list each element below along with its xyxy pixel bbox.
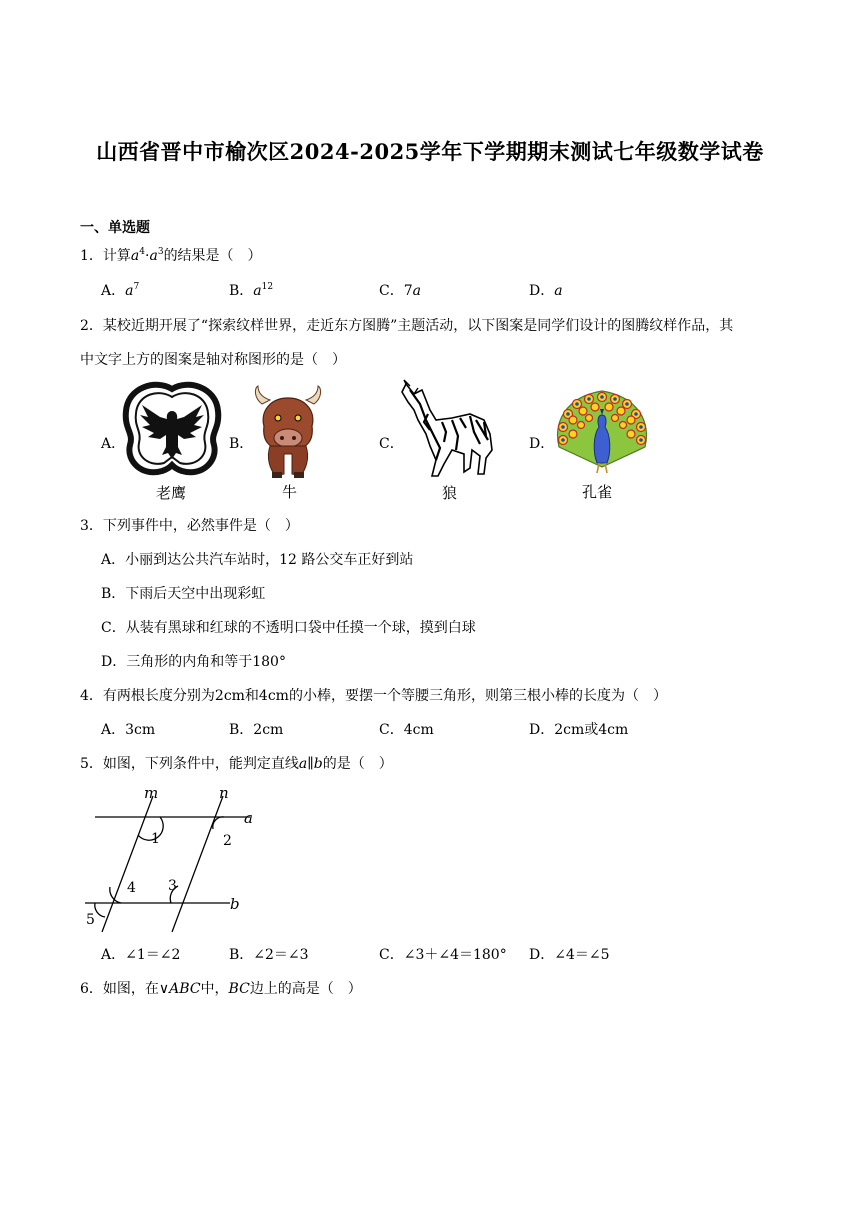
question-5-option-a[interactable]: A．∠1＝∠2	[101, 947, 181, 963]
question-6-stem: 6．如图，在∨ABC中，BC边上的高是（ ）	[80, 981, 362, 997]
question-4-option-b[interactable]: B．2cm	[229, 722, 284, 738]
eagle-emblem-icon	[122, 383, 222, 479]
wolf-icon	[400, 380, 496, 480]
question-1-option-a[interactable]: A．$a^7$	[101, 282, 140, 299]
peacock-icon	[555, 387, 649, 477]
caption-peacock: 孔雀	[582, 483, 613, 501]
question-1-stem: 1．计算$a^4\cdot a^3$的结果是（ ）	[80, 247, 262, 264]
page-title: 山西省晋中市榆次区2024-2025学年下学期期末测试七年级数学试卷	[96, 139, 764, 164]
label-a: a	[244, 809, 253, 827]
label-b: b	[230, 895, 240, 913]
question-4-stem: 4．有两根长度分别为2cm和4cm的小棒，要摆一个等腰三角形，则第三根小棒的长度为（ ）	[80, 688, 667, 704]
question-3-option-b[interactable]: B．下雨后天空中出现彩虹	[101, 586, 266, 602]
question-4-option-d[interactable]: D．2cm或4cm	[529, 722, 629, 738]
label-angle-5: 5	[86, 912, 95, 928]
question-2-stem-line-2: 中文字上方的图案是轴对称图形的是（ ）	[80, 352, 346, 368]
question-3-stem: 3．下列事件中，必然事件是（ ）	[80, 518, 299, 534]
question-2-option-a-label[interactable]: A．	[101, 436, 126, 452]
question-2-option-d-label[interactable]: D．	[529, 436, 555, 452]
question-1-option-d[interactable]: D．a	[529, 283, 563, 299]
question-5-option-b[interactable]: B．∠2＝∠3	[229, 947, 309, 963]
question-1-option-c[interactable]: C．7a	[379, 283, 421, 299]
label-angle-4: 4	[127, 880, 136, 896]
label-angle-2: 2	[223, 833, 232, 849]
parallel-lines-figure	[80, 782, 260, 942]
label-angle-1: 1	[151, 831, 160, 847]
question-2-stem-line-1: 2．某校近期开展了“探索纹样世界，走近东方图腾”主题活动，以下图案是同学们设计的图腾纹样作品，其	[80, 318, 734, 334]
section-heading: 一、单选题	[80, 220, 150, 236]
label-n: n	[219, 784, 229, 802]
question-4-option-c[interactable]: C．4cm	[379, 722, 434, 738]
question-3-option-d[interactable]: D．三角形的内角和等于180°	[101, 654, 286, 670]
question-1-option-b[interactable]: B．$a^{12}$	[229, 282, 274, 299]
angle-5-arc	[95, 903, 105, 917]
label-angle-3: 3	[168, 878, 177, 894]
question-4-option-a[interactable]: A．3cm	[101, 722, 156, 738]
question-3-option-a[interactable]: A．小丽到达公共汽车站时，12 路公交车正好到站	[101, 552, 414, 568]
question-3-option-c[interactable]: C．从装有黑球和红球的不透明口袋中任摸一个球，摸到白球	[101, 620, 476, 636]
question-5-option-c[interactable]: C．∠3＋∠4＝180°	[379, 947, 507, 963]
bull-icon	[248, 386, 328, 482]
caption-wolf: 狼	[442, 484, 458, 502]
caption-bull: 牛	[282, 483, 298, 501]
question-5-stem: 5．如图，下列条件中，能判定直线a∥b的是（ ）	[80, 756, 393, 772]
label-m: m	[144, 784, 159, 802]
question-5-option-d[interactable]: D．∠4＝∠5	[529, 947, 610, 963]
caption-eagle: 老鹰	[156, 484, 187, 502]
question-2-option-b-label[interactable]: B．	[229, 436, 254, 452]
question-2-option-c-label[interactable]: C．	[379, 436, 404, 452]
